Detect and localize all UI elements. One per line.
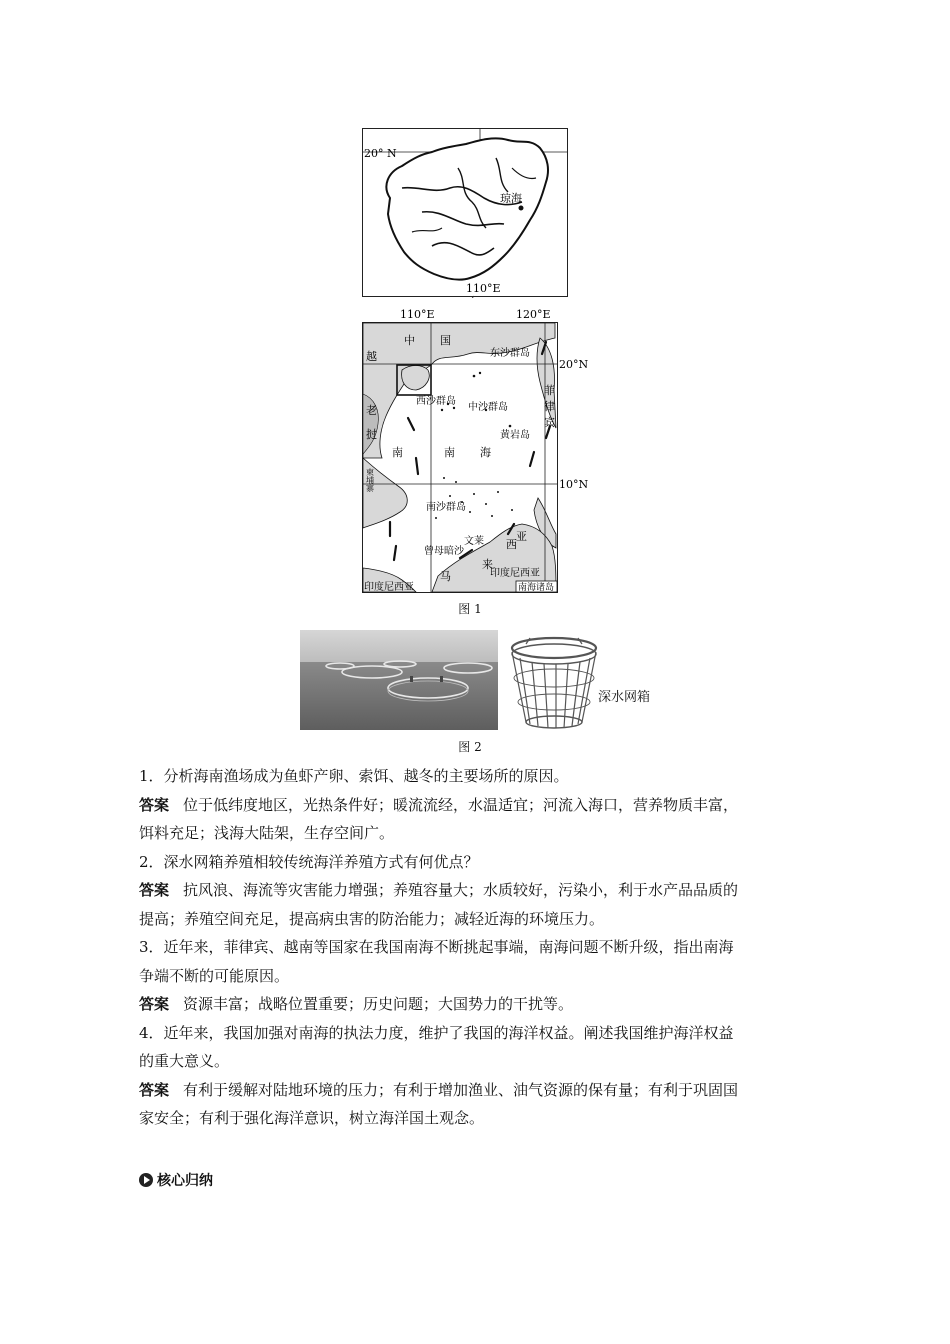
- answer-1-line-1: [139, 791, 811, 820]
- play-circle-icon: [139, 1173, 153, 1187]
- answer-2-line-2: 提高；养殖空间充足，提高病虫害的防治能力；减轻近海的环境压力。: [139, 909, 605, 928]
- xisha-label: 西沙群岛: [416, 396, 456, 407]
- answer-2-label: 答案: [139, 881, 170, 899]
- brunei-label: 文莱: [464, 536, 484, 547]
- figure2-caption: 图 2: [458, 740, 482, 754]
- hai-label: 海: [480, 446, 491, 459]
- zengmu-label: 曾母暗沙: [424, 546, 464, 557]
- nansha-label: 南沙群岛: [426, 502, 466, 513]
- answer-4-text-1: 有利于缓解对陆地环境的压力；有利于增加渔业、油气资源的保有量；有利于巩固国: [183, 1080, 739, 1099]
- answer-2-line-1: [139, 876, 811, 905]
- nan-label: 南: [444, 446, 455, 459]
- question-3-line-2: 争端不断的可能原因。: [139, 966, 290, 985]
- cage-label: 深水网箱: [598, 690, 651, 705]
- china-label-1: 中: [404, 334, 415, 347]
- inset-lon-label: 110°E: [466, 282, 501, 295]
- summary-heading: [139, 1170, 213, 1190]
- question-4-line-2: 的重大意义。: [139, 1052, 230, 1070]
- figure1-caption: 图 1: [458, 602, 482, 616]
- answer-2-text-1: 抗风浪、海流等灾害能力增强；养殖容量大；水质较好，污染小，利于水产品品质的: [183, 881, 739, 899]
- dongsha-label: 东沙群岛: [490, 348, 530, 359]
- indonesia-right-label: 印度尼西亚: [490, 568, 540, 579]
- nanhai-islands-label: 南海诸岛: [518, 583, 555, 593]
- question-3-line-1: 3．近年来，菲律宾、越南等国家在我国南海不断挑起事端，南海问题不断升级，指出南海: [139, 938, 734, 956]
- laos-label-1: 老: [366, 404, 377, 417]
- malaysia-label-3: 西: [506, 538, 517, 551]
- cambodia-label: 柬埔寨: [365, 468, 375, 492]
- answer-4-label: 答案: [139, 1080, 170, 1099]
- hainan-inset-map: [362, 128, 568, 298]
- answer-3-text-1: 资源丰富；战略位置重要；历史问题；大国势力的干扰等。: [183, 995, 574, 1013]
- vietnam-north-label: 越: [366, 350, 377, 363]
- sea-cage-photo: [300, 630, 498, 730]
- zhongsha-label: 中沙群岛: [468, 402, 508, 413]
- question-4-line-1: 4．近年来，我国加强对南海的执法力度，维护了我国的海洋权益。阐述我国维护海洋权益: [139, 1023, 734, 1042]
- lat-20-label: 20°N: [559, 358, 589, 371]
- malaysia-label-1: 马: [440, 570, 451, 583]
- answer-3-line-1: [139, 990, 811, 1019]
- answer-3-label: 答案: [139, 995, 170, 1013]
- vietnam-south-label: 南: [392, 446, 403, 459]
- lon-120-label: 120°E: [516, 308, 551, 321]
- question-2-line-1: 2．深水网箱养殖相较传统海洋养殖方式有何优点？: [139, 852, 479, 871]
- answer-1-line-2: 饵料充足；浅海大陆架，生存空间广。: [139, 824, 395, 842]
- answer-1-text-1: 位于低纬度地区，光热条件好；暖流流经，水温适宜；河流入海口，营养物质丰富，: [183, 795, 739, 814]
- inset-city-label: 琼海: [500, 192, 522, 205]
- laos-label-2: 挝: [366, 428, 377, 441]
- philippines-label-2: 律: [544, 400, 555, 413]
- answer-4-line-1: [139, 1076, 811, 1105]
- malaysia-label-2: 来: [482, 558, 493, 571]
- qionghai-dot: [519, 206, 524, 211]
- question-1-line-1: 1．分析海南渔场成为鱼虾产卵、索饵、越冬的主要场所的原因。: [139, 767, 569, 785]
- south-china-sea-map: [340, 298, 600, 598]
- malaysia-label-4: 亚: [516, 530, 527, 543]
- lon-110-label: 110°E: [400, 308, 435, 321]
- china-label-2: 国: [440, 334, 451, 347]
- philippines-label-1: 菲: [544, 384, 555, 397]
- deep-water-cage-diagram: [506, 634, 602, 730]
- answer-1-label: 答案: [139, 795, 170, 814]
- summary-title: 核心归纳: [157, 1173, 213, 1189]
- answer-4-line-2: 家安全；有利于强化海洋意识，树立海洋国土观念。: [139, 1109, 485, 1127]
- philippines-label-3: 宾: [544, 416, 555, 429]
- lat-10-label: 10°N: [559, 478, 589, 491]
- inset-lat-label: 20° N: [364, 147, 397, 160]
- qa-section: [139, 762, 811, 1133]
- huangyan-label: 黄岩岛: [500, 430, 530, 441]
- indonesia-left-label: 印度尼西亚: [364, 582, 414, 593]
